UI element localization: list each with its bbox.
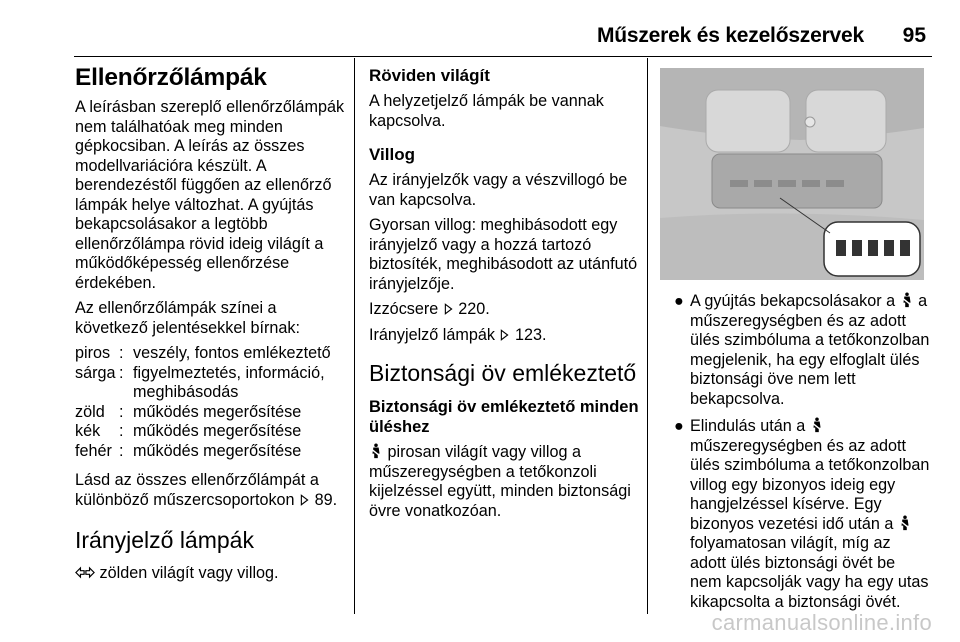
flashing-paragraph: Az irányjelzők vagy a vészvillogó be van kapcsolva. [369, 171, 628, 209]
reference-text: Irányjelző lámpák [369, 325, 495, 344]
color-meaning: működés megerősítése [133, 441, 302, 460]
bulb-replacement-reference [369, 300, 641, 320]
page-ref-link[interactable]: 123. [514, 325, 547, 344]
list-text-part: Elindulás után a [690, 417, 806, 435]
color-name: fehér [75, 441, 112, 460]
bullet-dot-icon: ● [674, 292, 684, 310]
list-text-part: a műszeregységben és az adott ülés szimbóluma a tetőkonzolban megjelenik, ha egy elfoglalt ülés biztonsági öve nem lett bekapcsolva. [690, 292, 930, 408]
page-number: 95 [902, 24, 926, 47]
colors-intro-paragraph: Az ellenőrzőlámpák színei a következő jelentésekkel bírnak: [75, 299, 300, 337]
list-text-part: műszeregységben és az adott ülés szimbóluma a tetőkonzolban villog egy bizonyos ideig egy hangjelzéssel kísérve. Egy bizonyos vezetési idő után a [690, 436, 930, 533]
color-separator: : [119, 363, 124, 382]
fast-flashing-paragraph: Gyorsan villog: meghibásodott egy irányjelző vagy a hozzá tartozó biztosíték, meghibásodott az utánfutó irányjelzője. [369, 216, 638, 293]
page-ref-link[interactable]: 220. [458, 300, 490, 318]
color-separator: : [119, 402, 124, 421]
list-item [660, 292, 930, 409]
seatbelt-text: pirosan világít vagy villog a műszeregységben a tetőkonzoli kijelzéssel együtt, minden biztonsági övre vonatkozóan. [369, 443, 631, 520]
watermark: carmanualsonline.info [711, 610, 932, 635]
color-name: kék [75, 422, 101, 440]
subheading-seatbelt-all-seats: Biztonsági öv emlékeztető minden üléshez [369, 398, 639, 436]
color-row [75, 364, 347, 403]
roof-console-illustration [660, 68, 924, 280]
color-meaning: működés megerősítése [133, 402, 302, 421]
list-item [660, 417, 930, 612]
seatbelt-icon [900, 292, 914, 310]
section-heading-turn-signals: Irányjelző lámpák [75, 527, 254, 553]
position-lights-paragraph: A helyzetjelző lámpák be vannak kapcsolva. [369, 92, 604, 130]
color-name: zöld [75, 402, 105, 421]
color-separator: : [119, 441, 124, 460]
seatbelt-paragraph [369, 443, 641, 521]
subheading-briefly-lit: Röviden világít [369, 66, 490, 85]
bullet-dot-icon: ● [674, 417, 684, 435]
list-item-text [690, 417, 930, 612]
color-row [75, 403, 347, 423]
page-ref-link[interactable]: 89. [314, 490, 338, 509]
page-ref-arrow-icon [499, 326, 515, 344]
turn-signal-text: zölden világít vagy villog. [99, 564, 279, 582]
list-text-part: A gyújtás bekapcsolásakor a [690, 292, 896, 310]
intro-paragraph: A leírásban szereplő ellenőrzőlámpák nem találhatóak meg minden gépkocsiban. A leírás az összes modellvariációra készült. A berendezéstől függően az ellenőrző lámpák helye változhat. A gyújtás bekapcsolásakor a legtöbb ellenőrzőlámpa rövid ideig világít a működőképesség ellenőrzése érdekében. [75, 98, 345, 292]
color-separator: : [119, 422, 124, 440]
seatbelt-icon [898, 515, 912, 533]
page-ref-arrow-icon [299, 491, 315, 509]
roof-console-drawing [660, 68, 924, 280]
color-row [75, 422, 347, 442]
color-meaning: működés megerősítése [133, 422, 302, 440]
section-heading-seatbelt-reminder: Biztonsági öv emlékeztető [369, 360, 637, 386]
seatbelt-icon [810, 417, 824, 435]
reference-text: Izzócsere [369, 300, 439, 318]
column-divider-2 [647, 58, 648, 614]
color-separator: : [119, 344, 124, 362]
list-item-text [690, 292, 930, 409]
column-divider-1 [354, 58, 355, 614]
page-header-title: Műszerek és kezelőszervek [596, 24, 864, 47]
color-meaning: veszély, fontos emlékeztető [133, 344, 331, 362]
seatbelt-icon [369, 443, 388, 461]
column-1 [75, 60, 347, 590]
color-meaning: figyelmeztetés, információ, meghibásodás [133, 363, 325, 401]
subheading-flashing: Villog [369, 145, 415, 164]
turn-signal-lamps-reference [369, 326, 641, 346]
column-3 [660, 60, 930, 620]
color-row [75, 442, 347, 462]
header-rule [74, 56, 932, 57]
turn-signal-paragraph [75, 564, 347, 584]
list-text-part: folyamatosan világít, míg az adott ülés biztonsági övét be nem kapcsolják vagy ha egy utas kikapcsolta a biztonsági övét. [690, 534, 929, 611]
column-2 [369, 60, 641, 527]
section-heading-warning-lights: Ellenőrzőlámpák [75, 64, 267, 91]
instrument-cluster-reference [75, 471, 347, 510]
color-row [75, 344, 347, 364]
turn-signal-icon [75, 564, 100, 582]
color-name: sárga [75, 363, 116, 382]
color-meaning-table [75, 344, 347, 461]
color-name: piros [75, 344, 111, 362]
page-ref-arrow-icon [443, 300, 459, 318]
reference-text: Lásd az összes ellenőrzőlámpát a különböző műszercsoportokon [75, 471, 319, 509]
